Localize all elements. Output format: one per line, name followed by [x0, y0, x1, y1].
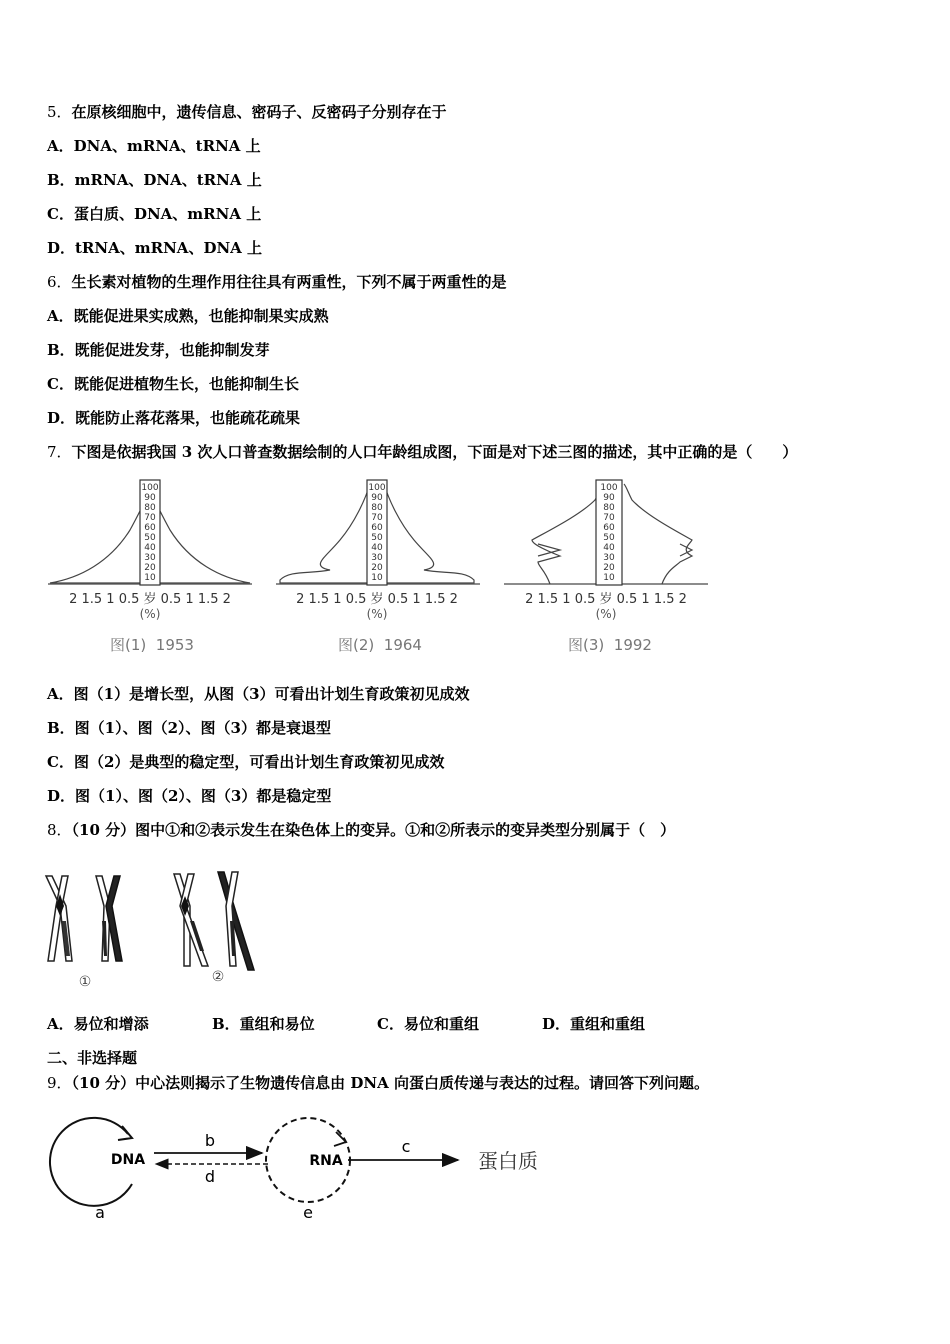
q8-options-row — [47, 1014, 645, 1034]
q9-stem-text: （10 分）中心法则揭示了生物遗传信息由 DNA 向蛋白质传递与表达的过程。请回答下列问题。 — [71, 1074, 709, 1092]
age-label: 30 — [144, 553, 156, 563]
age-label: 100 — [600, 483, 618, 493]
age-label: 40 — [144, 543, 156, 553]
age-label: 60 — [371, 523, 383, 533]
axis-ticks: 2 1.5 1 0.5 岁 0.5 1 1.5 2 — [296, 592, 458, 607]
age-label: 70 — [144, 513, 156, 523]
q6-option-b: B．既能促进发芽，也能抑制发芽 — [47, 341, 270, 359]
chromosome-pair-1 — [46, 876, 122, 990]
age-label: 80 — [144, 503, 156, 513]
q5-number: 5． — [47, 103, 72, 121]
q7-option-a: A．图（1）是增长型，从图（3）可看出计划生育政策初见成效 — [47, 685, 470, 703]
pyramid-3 — [504, 480, 708, 654]
age-label: 40 — [371, 543, 383, 553]
age-label: 70 — [603, 513, 615, 523]
age-label: 20 — [371, 563, 383, 573]
age-label: 10 — [371, 573, 383, 583]
q8-number: 8． — [47, 821, 72, 839]
q8-option-b: B．重组和易位 — [212, 1015, 315, 1033]
axis-ticks: 2 1.5 1 0.5 岁 0.5 1 1.5 2 — [69, 592, 231, 607]
q5-stem-text: 在原核细胞中，遗传信息、密码子、反密码子分别存在于 — [71, 103, 447, 121]
q6-stem-text: 生长素对植物的生理作用往往具有两重性，下列不属于两重性的是 — [71, 273, 507, 291]
age-label: 30 — [371, 553, 383, 563]
age-label: 10 — [603, 573, 615, 583]
age-label: 80 — [603, 503, 615, 513]
q7-number: 7． — [47, 443, 72, 461]
q6-stem — [47, 272, 507, 292]
q6-option-d: D．既能防止落花落果，也能疏花疏果 — [47, 409, 301, 427]
percent-label: (%) — [366, 607, 388, 621]
age-label: 90 — [603, 493, 615, 503]
caption-1992: 图(3) 1992 — [568, 636, 652, 654]
chromosome-variation-figure — [40, 866, 270, 996]
label-1: ① — [78, 974, 92, 990]
q5-stem — [47, 102, 447, 122]
age-label: 50 — [144, 533, 156, 543]
central-dogma-diagram — [44, 1104, 564, 1226]
age-label: 90 — [144, 493, 156, 503]
q8-option-c: C．易位和重组 — [377, 1015, 479, 1033]
section-heading: 二、非选择题 — [47, 1049, 138, 1067]
age-label: 30 — [603, 553, 615, 563]
population-pyramids-figure — [40, 470, 730, 660]
chromosome-pair-2 — [174, 872, 254, 985]
rna-label: RNA — [309, 1153, 343, 1169]
label-b: b — [204, 1131, 216, 1150]
q9-stem — [47, 1073, 709, 1093]
label-a: a — [95, 1203, 105, 1222]
protein-label: 蛋白质 — [478, 1149, 538, 1173]
age-label: 100 — [368, 483, 386, 493]
q5-option-d: D．tRNA、mRNA、DNA 上 — [47, 239, 263, 257]
caption-1953: 图(1) 1953 — [110, 636, 194, 654]
age-label: 90 — [371, 493, 383, 503]
q8-stem-text: （10 分）图中①和②表示发生在染色体上的变异。①和②所表示的变异类型分别属于（ ） — [71, 821, 676, 839]
q8-stem — [47, 820, 675, 840]
age-label: 80 — [371, 503, 383, 513]
axis-ticks: 2 1.5 1 0.5 岁 0.5 1 1.5 2 — [525, 592, 687, 607]
age-label: 70 — [371, 513, 383, 523]
percent-label: (%) — [139, 607, 161, 621]
q5-option-c: C．蛋白质、DNA、mRNA 上 — [47, 205, 262, 223]
caption-1964: 图(2) 1964 — [338, 636, 422, 654]
q6-option-c: C．既能促进植物生长，也能抑制生长 — [47, 375, 299, 393]
label-e: e — [303, 1203, 313, 1222]
age-label: 50 — [603, 533, 615, 543]
q9-number: 9． — [47, 1074, 72, 1092]
age-label: 20 — [144, 563, 156, 573]
age-label: 40 — [603, 543, 615, 553]
age-label: 100 — [141, 483, 159, 493]
label-2: ② — [211, 969, 225, 985]
q6-option-a: A．既能促进果实成熟，也能抑制果实成熟 — [47, 307, 329, 325]
age-label: 20 — [603, 563, 615, 573]
age-label: 50 — [371, 533, 383, 543]
percent-label: (%) — [595, 607, 617, 621]
q7-option-b: B．图（1）、图（2）、图（3）都是衰退型 — [47, 719, 331, 737]
age-label: 60 — [603, 523, 615, 533]
q5-option-a: A．DNA、mRNA、tRNA 上 — [47, 137, 261, 155]
q8-option-d: D．重组和重组 — [542, 1015, 646, 1033]
q6-number: 6． — [47, 273, 72, 291]
q7-option-d: D．图（1）、图（2）、图（3）都是稳定型 — [47, 787, 332, 805]
dna-label: DNA — [110, 1152, 146, 1168]
q7-stem — [47, 442, 797, 462]
q5-option-b: B．mRNA、DNA、tRNA 上 — [47, 171, 262, 189]
age-label: 60 — [144, 523, 156, 533]
age-label: 10 — [144, 573, 156, 583]
q7-stem-text: 下图是依据我国 3 次人口普查数据绘制的人口年龄组成图，下面是对下述三图的描述，其中正确的是（ ） — [71, 443, 798, 461]
pyramid-1 — [48, 480, 252, 654]
q7-option-c: C．图（2）是典型的稳定型，可看出计划生育政策初见成效 — [47, 753, 445, 771]
q8-option-a: A．易位和增添 — [47, 1015, 149, 1033]
label-c: c — [401, 1137, 411, 1156]
pyramid-2 — [276, 480, 480, 654]
label-d: d — [204, 1167, 216, 1186]
